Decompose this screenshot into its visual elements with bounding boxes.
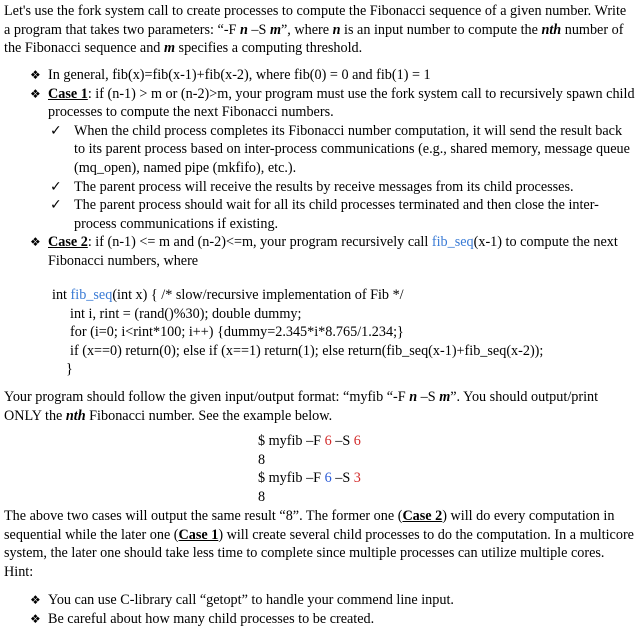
code-line: if (x==0) return(0); else if (x==1) return(1); else return(fib_seq(x-1)+fib_seq(x-2)); [70,342,544,359]
example-command: $ myfib –F 6 –S 6 [258,433,361,449]
example-output: 8 [258,451,266,468]
format-paragraph: Your program should follow the given input/output format: “myfib “-F n –S m”. You should output/print ONLY the nth Fibonacci number. See the example below. [4,389,599,424]
rules-list [4,66,635,271]
list-item: ❖ Case 2: if (n-1) <= m and (n-2)<=m, your program recursively call fib_seq(x-1) to compute the next Fibonacci numbers, where [4,233,635,270]
list-item: ❖ Be careful about how many child processes to be created. [4,610,635,629]
code-line: int i, rint = (rand()%30); double dummy; [70,305,302,322]
list-item: ✓ When the child process completes its Fibonacci number computation, it will send the result back to its parent process based on inter-process communications (e.g., shared memory, message queue (mq_open), named pipe (mkfifo), etc.). [48,122,635,178]
fib-seq-link[interactable]: fib_seq [431,234,474,251]
example-block [258,432,458,506]
intro-paragraph: Let's use the fork system call to create processes to compute the Fibonacci sequence of a given number. Write a program that takes two parameters: “-F n –S m”, where n is an input number to compute the nth number of the Fibonacci sequence and m specifies a computing threshold. [4,3,627,57]
case1-details [48,122,635,234]
code-block [52,286,632,379]
code-line: int fib_seq(int x) { /* slow/recursive implementation of Fib */ [52,287,404,303]
fib-seq-link[interactable]: fib_seq [70,287,113,303]
list-item: ❖ In general, fib(x)=fib(x-1)+fib(x-2), where fib(0) = 0 and fib(1) = 1 [4,66,635,85]
hints-list [4,591,635,628]
code-line: for (i=0; i<rint*100; i++) {dummy=2.345*i*8.765/1.234;} [70,324,404,341]
example-output: 8 [258,488,266,505]
example-command: $ myfib –F 6 –S 3 [258,470,361,487]
summary-paragraph: The above two cases will output the same result “8”. The former one (Case 2) will do every computation in sequential while the later one (Case 1) will create several child processes to do the computation. In a multicore system, the later one should take less time to complete since multiple processes can utilize multiple cores. Hint: [4,508,634,580]
code-line: } [66,361,73,378]
list-item: ✓ The parent process will receive the results by receive messages from its child processes. [48,178,635,197]
list-item: ❖ You can use C-library call “getopt” to handle your commend line input. [4,591,635,610]
list-item: ✓ The parent process should wait for all its child processes terminated and then close the inter-process communications if existing. [48,196,635,233]
list-item: ❖ Case 1: if (n-1) > m or (n-2)>m, your program must use the fork system call to recursively spawn child processes to compute the next Fibonacci numbers. ✓ When the child process completes its Fibonacci number computation, it will send the result back to its parent process based on inter-process communications (e.g., shared memory, message queue (mq_open), named pipe (mkfifo), etc.). ✓ The parent process will receive the results by receive messages from its child processes. ✓ The parent process should wait for all its child processes terminated and then close the inter-process communications if existing. [4,85,635,234]
